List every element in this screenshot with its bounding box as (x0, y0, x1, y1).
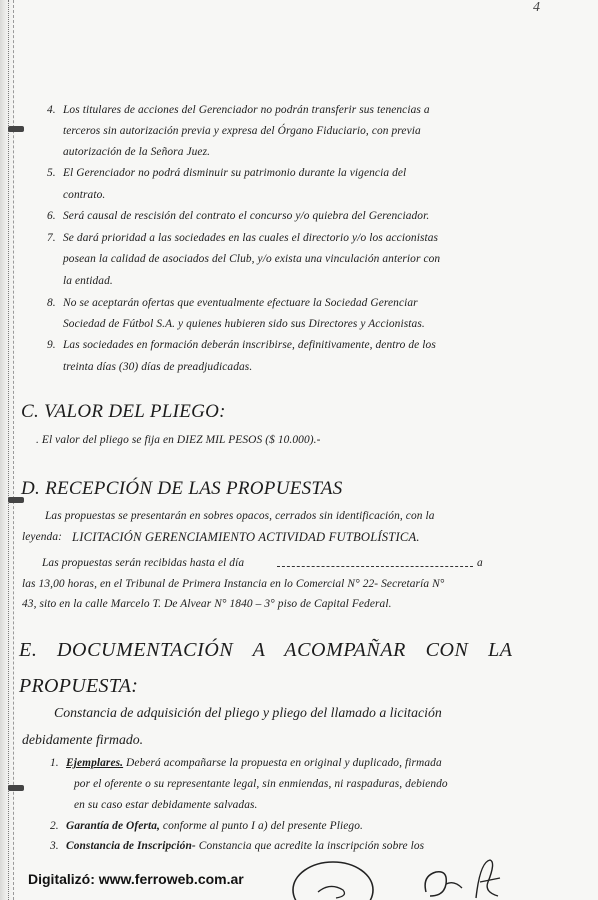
doc-item (50, 840, 424, 852)
doc-item-number: 2. (50, 820, 59, 832)
signature-stamp (288, 852, 378, 900)
doc-item-text: por el oferente o su representante legal, sin enmiendas, ni raspaduras, debiendo (74, 778, 448, 790)
section-d-text: Las propuestas serán recibidas hasta el día (42, 557, 245, 569)
section-d-text: las 13,00 horas, en el Tribunal de Primera Instancia en lo Comercial N° 22- Secretaría N° (22, 578, 445, 590)
list-item-number: 4. (47, 104, 56, 116)
binding-hole-mark (8, 126, 24, 132)
section-e-intro: debidamente firmado. (22, 732, 144, 747)
list-item-text: posean la calidad de asociados del Club, y/o exista una vinculación anterior con (63, 253, 441, 265)
list-item-number: 6. (47, 210, 56, 222)
list-item-text: Será causal de rescisión del contrato el concurso y/o quiebra del Gerenciador. (63, 210, 430, 222)
doc-item-title: Constancia de Inscripción- (66, 840, 196, 852)
list-item-text: Las sociedades en formación deberán inscribirse, definitivamente, dentro de los (63, 339, 436, 351)
doc-item-number: 1. (50, 757, 59, 769)
list-item-number: 9. (47, 339, 56, 351)
section-d-text: a (477, 557, 483, 569)
section-d-text: Las propuestas se presentarán en sobres opacos, cerrados sin identificación, con la (45, 510, 435, 522)
list-item-text: autorización de la Señora Juez. (63, 146, 211, 158)
doc-item-text: Constancia que acredite la inscripción sobre los (195, 840, 425, 852)
section-e-heading-cont: PROPUESTA: (19, 675, 139, 697)
doc-item (50, 820, 363, 832)
list-item-text: Los titulares de acciones del Gerenciador no podrán transferir sus tenencias a (63, 104, 430, 116)
binding-hole-mark (8, 785, 24, 791)
doc-item-text: Deberá acompañarse la propuesta en original y duplicado, firmada (123, 757, 442, 769)
binding-margin-line (8, 0, 9, 900)
page-number: 4 (533, 0, 540, 15)
section-d-heading: D. RECEPCIÓN DE LAS PROPUESTAS (21, 478, 343, 499)
list-item-text: contrato. (63, 189, 106, 201)
digitizer-footer: Digitalizó: www.ferroweb.com.ar (28, 871, 244, 887)
binding-margin-line-inner (13, 0, 14, 900)
doc-item (50, 757, 442, 769)
section-c-text: . El valor del pliego se fija en DIEZ MIL PESOS ($ 10.000).- (36, 434, 321, 446)
doc-item-title: Ejemplares. (66, 757, 124, 769)
list-item-number: 5. (47, 167, 56, 179)
doc-item-text: conforme al punto I a) del presente Pliego. (159, 820, 363, 832)
handwritten-signature (418, 852, 468, 900)
doc-item-text: en su caso estar debidamente salvadas. (74, 799, 258, 811)
leyenda-label: leyenda: (22, 531, 63, 543)
list-item-number: 7. (47, 232, 56, 244)
section-e-heading: E. DOCUMENTACIÓN A ACOMPAÑAR CON LA (19, 639, 513, 661)
list-item-text: El Gerenciador no podrá disminuir su patrimonio durante la vigencia del (63, 167, 407, 179)
list-item-text: Sociedad de Fútbol S.A. y quienes hubieren sido sus Directores y Accionistas. (63, 318, 425, 330)
section-e-intro: Constancia de adquisición del pliego y pliego del llamado a licitación (54, 705, 442, 720)
section-c-heading: C. VALOR DEL PLIEGO: (21, 401, 226, 422)
leyenda-value: LICITACIÓN GERENCIAMIENTO ACTIVIDAD FUTBOLÍSTICA. (72, 530, 420, 544)
list-item-text: la entidad. (63, 275, 113, 287)
section-d-text: 43, sito en la calle Marcelo T. De Alvear N° 1840 – 3° piso de Capital Federal. (22, 598, 392, 610)
list-item-text: treinta días (30) días de preadjudicadas. (63, 361, 253, 373)
list-item-number: 8. (47, 297, 56, 309)
list-item-text: No se aceptarán ofertas que eventualmente efectuare la Sociedad Gerenciar (63, 297, 418, 309)
date-blank-line (277, 566, 473, 567)
list-item-text: Se dará prioridad a las sociedades en las cuales el directorio y/o los accionistas (63, 232, 439, 244)
doc-item-title: Garantía de Oferta, (66, 820, 160, 832)
doc-item-number: 3. (50, 840, 59, 852)
handwritten-initials (470, 852, 506, 900)
list-item-text: terceros sin autorización previa y expresa del Órgano Fiduciario, con previa (63, 125, 421, 137)
